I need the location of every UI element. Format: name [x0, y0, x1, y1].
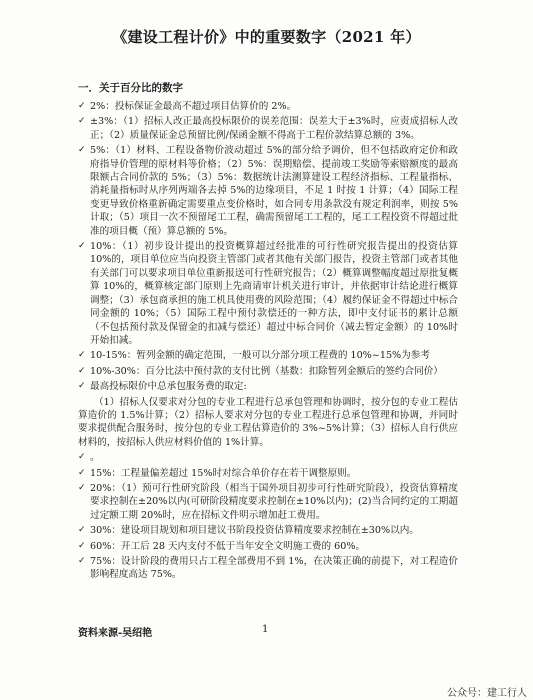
section-heading: 一．关于百分比的数字: [78, 82, 183, 94]
check-icon: ✓: [78, 145, 86, 156]
list-item: [78, 451, 458, 464]
check-icon: ✓: [78, 116, 86, 127]
list-item-text: 最高投标限价中总承包服务费的取定:: [90, 381, 247, 393]
list-item: [78, 349, 458, 362]
list-item: [78, 240, 458, 347]
list-item: [78, 100, 458, 113]
list-item-text: 20%：（1）预可行性研究阶段（相当于国外项目初步可行性研究阶段），投资估算精度要求控制在±20%以内(可研阶段精度要求控制在±10%以内)；(2)当合同约定的工期超过定额工期 20%时，应在招标文件明示增加赶工费用。: [90, 482, 458, 521]
list-item-text: 75%：设计阶段的费用只占工程全部费用不到 1%，在决策正确的前提下，对工程造价影响程度高达 75%。: [90, 556, 458, 581]
check-icon: ✓: [78, 556, 86, 566]
list-item-text: 10%-30%：百分比法中预付款的支付比例（基数：扣除暂列金额后的签约合同价）: [90, 365, 443, 377]
list-item-text: 。: [90, 452, 100, 464]
watermark-label: 公众号：建工行人: [447, 688, 527, 699]
list-item-text: 5%：（1）材料、工程设备物价波动超过 5%的部分给予调价，但不包括政府定价和政府指导价管理的原材料等价格；（2）5%：误期赔偿、提前竣工奖励等索赔额度的最高限额占合同价款的 5%；（3）5%：数据统计法测算建设工程经济指标、工程量指标、消耗量指标时从序列两端各去掉 5%的边缘项目，不足 1 时按 1 计算；（4）国际工程变更导致价格重新确定需要重点变价格时，如合同专用条款没有规定利润率，则按 5%计取；（5）项目一次不预留尾工工程，确需预留尾工工程的，尾工工程投资不得超过批准的项目概（预）算总额的 5%。: [90, 145, 458, 237]
check-icon: ✓: [78, 101, 86, 111]
list-item: [78, 467, 458, 480]
sub-paragraphs: [78, 396, 458, 450]
list-item-text: 15%：工程量偏差超过 15%时对综合单价存在若干调整原则。: [90, 467, 357, 479]
list-item: [78, 524, 458, 537]
list-item: [78, 115, 458, 142]
list-item: [78, 380, 458, 393]
check-icon: ✓: [78, 467, 86, 478]
check-icon: ✓: [78, 350, 86, 361]
check-icon: ✓: [78, 365, 86, 376]
content-body: [78, 100, 458, 584]
list-item-text: 30%：建设项目规划和项目建议书阶段投资估算精度要求控制在±30%以内。: [90, 525, 419, 537]
check-icon: ✓: [78, 241, 86, 252]
list-item-text: 10-15%：暂列金额的确定范围，一般可以分部分项工程费的 10%~15%为参考: [90, 350, 430, 362]
list-item: [78, 365, 458, 378]
check-icon: ✓: [78, 452, 86, 463]
list-item: [78, 540, 458, 553]
list-item-text: 60%：开工后 28 天内支付不低于当年安全文明施工费的 60%。: [90, 540, 366, 552]
check-icon: ✓: [78, 540, 86, 551]
check-icon: ✓: [78, 525, 86, 536]
page-number: 1: [262, 624, 269, 635]
list-item-text: 2%：投标保证金最高不超过项目估算价的 2%。: [90, 101, 297, 112]
source-credit: 资料来源-吴绍艳: [78, 628, 153, 639]
check-icon: ✓: [78, 381, 86, 392]
list-item: [78, 555, 458, 582]
sub-paragraph: （1）招标人仅要求对分包的专业工程进行总承包管理和协调时，按分包的专业工程估算造价的 1.5%计算；（2）招标人要求对分包的专业工程进行总承包管理和协调，并同时要求提供配合服务时，按分包的专业工程估算造价的 3%~5%计算；（3）招标人自行供应材料的，按招标人供应材料价值的 1%计算。: [78, 396, 458, 448]
list-item: [78, 144, 458, 238]
check-icon: ✓: [78, 482, 86, 493]
list-item-text: ±3%：（1）招标人改正最高投标限价的误差范围：误差大于±3%时，应责成招标人改正；（2）质量保证金总预留比例/保函金额不得高于工程价款结算总额的 3%。: [90, 116, 458, 141]
page-title: 《建设工程计价》中的重要数字（2021 年）: [112, 28, 421, 46]
list-item: [78, 482, 458, 522]
list-item-text: 10%：（1）初步设计提出的投资概算超过经批准的可行性研究报告提出的投资估算 10%的，项目单位应当向投资主管部门或者其他有关部门报告，投资主管部门或者其他有关部门可以要求项目单位重新报送可行性研究报告；（2）概算调整幅度超过原批复概算 10%的，概算核定部门原则上先商请审计机关进行审计，并依据审计结论进行概算调整；（3）承包商承担的施工机具使用费的风险范围；（4）履约保证金不得超过中标合同金额的 10%；（5）国际工程中预付款偿还的一种方法，即中支付证书的累计总额（不包括预付款及保留金的扣减与偿还）超过中标合同价（减去暂定金额）的 10%时开始扣减。: [90, 241, 458, 346]
